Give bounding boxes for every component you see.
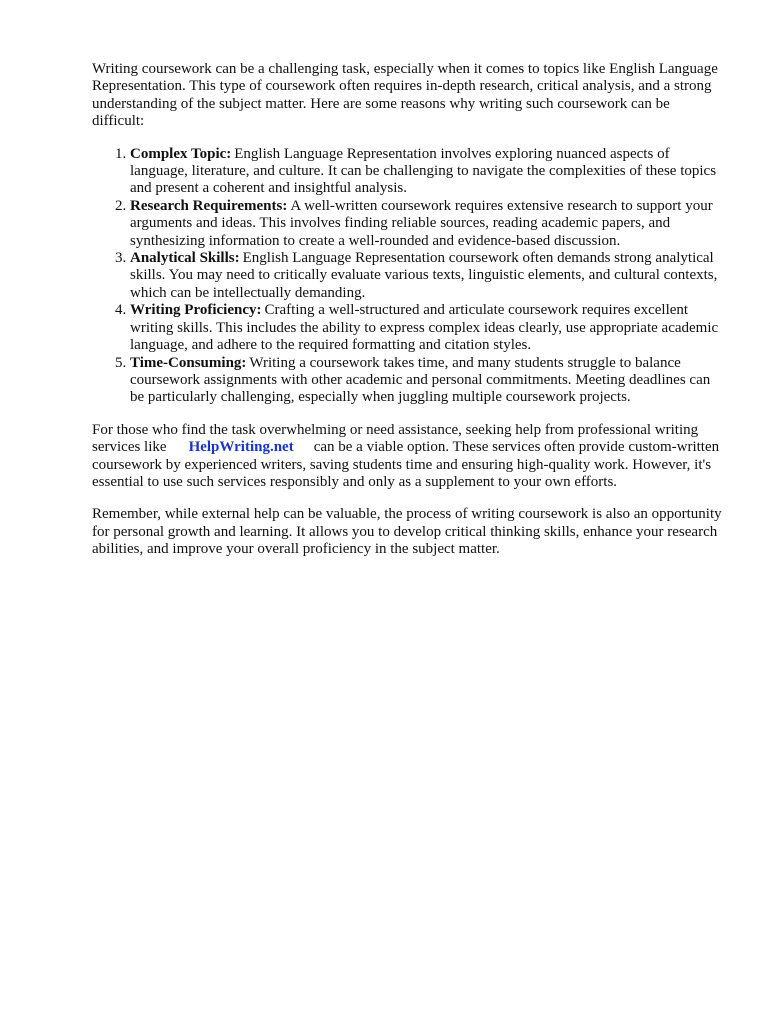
reason-term: Time-Consuming: xyxy=(130,354,247,371)
reason-term: Analytical Skills: xyxy=(130,250,240,267)
reason-term: Writing Proficiency: xyxy=(130,302,262,319)
list-item xyxy=(130,250,722,302)
list-item xyxy=(130,302,722,354)
reason-text: English Language Representation involves exploring nuanced aspects of language, literature, and culture. It can be challenging to navigate the complexities of these topics and present a coherent and insightful analysis. xyxy=(130,145,717,197)
document-page xyxy=(92,61,722,574)
reason-text: A well-written coursework requires extensive research to support your arguments and ideas. This involves finding reliable sources, reading academic papers, and synthesizing information to create a well-rounded and evidence-based discussion. xyxy=(130,197,713,249)
intro-paragraph: Writing coursework can be a challenging task, especially when it comes to topics like English Language Representation. This type of coursework often requires in-depth research, critical analysis, and a strong understanding of the subject matter. Here are some reasons why writing such coursework can be difficult: xyxy=(92,61,718,130)
reasons-list xyxy=(92,146,722,407)
reason-term: Research Requirements: xyxy=(130,197,288,214)
closing-paragraph: Remember, while external help can be valuable, the process of writing coursework is also an opportunity for personal growth and learning. It allows you to develop critical thinking skills, enhance your research abilities, and improve your overall proficiency in the subject matter. xyxy=(92,506,722,558)
reason-text: English Language Representation coursework often demands strong analytical skills. You may need to critically evaluate various texts, linguistic elements, and cultural contexts, which can be intellectually demanding. xyxy=(130,250,718,301)
help-text-before: For those who find the task overwhelming or need assistance, seeking help from professional writing services like xyxy=(92,421,699,456)
help-paragraph xyxy=(92,422,722,492)
list-item xyxy=(130,146,722,198)
reason-term: Complex Topic: xyxy=(130,145,232,162)
reason-text: Crafting a well-structured and articulate coursework requires excellent writing skills. This includes the ability to express complex ideas clearly, use appropriate academic language, and adhere to the required formatting and citation styles. xyxy=(130,302,719,354)
reason-text: Writing a coursework takes time, and many students struggle to balance coursework assignments with other academic and personal commitments. Meeting deadlines can be particularly challenging, especially when juggling multiple coursework projects. xyxy=(130,354,711,406)
help-text-after: can be a viable option. These services often provide custom-written coursework by experienced writers, saving students time and ensuring high-quality work. However, it's essential to use such services responsibly and only as a supplement to your own efforts. xyxy=(92,439,720,490)
list-item xyxy=(130,355,722,407)
helpwriting-link[interactable]: HelpWriting.net xyxy=(188,439,294,456)
list-item xyxy=(130,198,722,250)
